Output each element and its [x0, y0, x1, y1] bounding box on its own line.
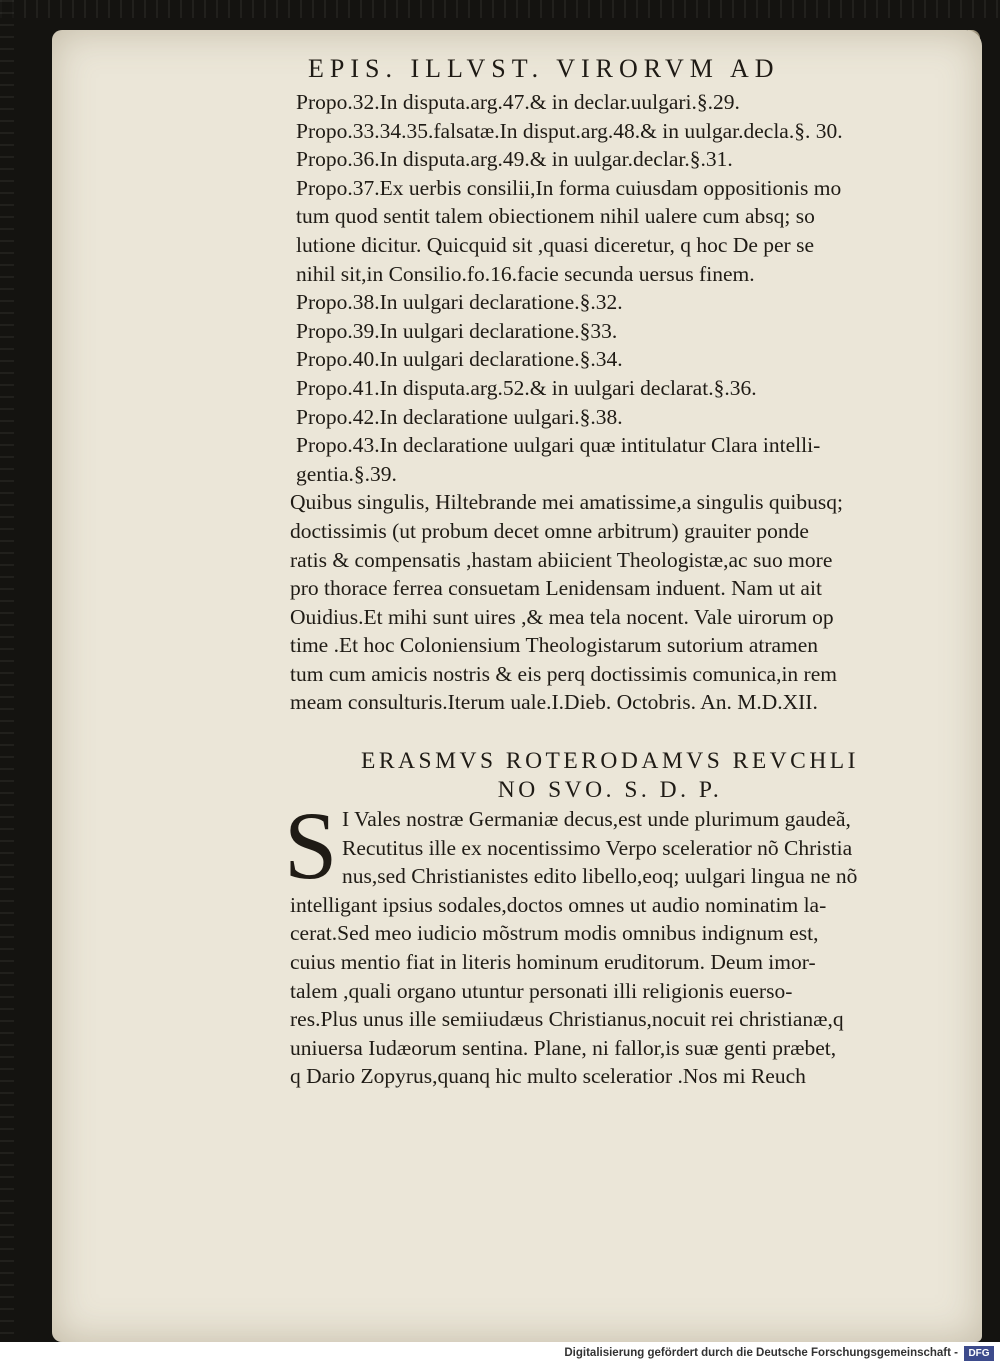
proposition-line: Propo.41.In disputa.arg.52.& in uulgari declarat.§.36. — [296, 375, 757, 400]
letter-line: nus,sed Christianistes edito libello,eoq; uulgari lingua ne nõ — [342, 864, 858, 889]
letter-line: res.Plus unus ille semiiudæus Christianus,nocuit rei christianæ,q — [290, 1007, 844, 1032]
proposition-43-continuation: gentia.§.39. — [296, 461, 397, 486]
proposition-line: Propo.42.In declaratione uulgari.§.38. — [296, 404, 623, 429]
closing-paragraph-line: Ouidius.Et mihi sunt uires ,& mea tela nocent. Vale uirorum op — [290, 604, 834, 629]
dfg-logo: DFG — [964, 1346, 994, 1361]
closing-paragraph-line: ratis & compensatis ,hastam abiicient Theologistæ,ac suo more — [290, 547, 833, 572]
page-text — [284, 52, 930, 1091]
proposition-37-continuation: nihil sit,in Consilio.fo.16.facie secunda uersus finem. — [296, 261, 755, 286]
proposition-line: Propo.38.In uulgari declaratione.§.32. — [296, 290, 623, 315]
letter-body — [284, 792, 930, 1091]
closing-paragraph-line: Quibus singulis, Hiltebrande mei amatissime,a singulis quibusq; — [290, 490, 843, 515]
proposition-line: Propo.36.In disputa.arg.49.& in uulgar.declar.§.31. — [296, 147, 733, 172]
closing-paragraph-line: meam consulturis.Iterum uale.I.Dieb. Octobris. An. M.D.XII. — [290, 690, 818, 715]
letter-heading: ERASMVS ROTERODAMVS REVCHLI — [361, 748, 859, 775]
closing-paragraph-line: pro thorace ferrea consuetam Lenidensam induent. Nam ut ait — [290, 576, 822, 601]
scan-ruler-top — [0, 0, 1000, 18]
letter-line: intelligant ipsius sodales,doctos omnes ut audio nominatim la- — [290, 892, 827, 917]
proposition-43-line: Propo.43.In declaratione uulgari quæ intitulatur Clara intelli- — [296, 433, 821, 458]
letter-line: talem ,quali organo utuntur personati illi religionis euerso- — [290, 978, 793, 1003]
scan-ruler-left — [0, 0, 14, 1340]
drop-capital: S — [284, 792, 338, 900]
letter-line: Recutitus ille ex nocentissimo Verpo sceleratior nõ Christia — [342, 835, 853, 860]
letter-line: uniuersa Iudæorum sentina. Plane, ni fallor,is suæ genti præbet, — [290, 1035, 837, 1060]
letter-heading: NO SVO. S. D. P. — [497, 777, 723, 804]
letter-line: cerat.Sed meo iudicio mõstrum modis omnibus indignum est, — [290, 921, 819, 946]
footer-bar — [0, 1342, 1000, 1365]
proposition-line: Propo.32.In disputa.arg.47.& in declar.uulgari.§.29. — [296, 90, 740, 114]
letter-line: I Vales nostræ Germaniæ decus,est unde plurimum gaudeã, — [342, 807, 851, 832]
proposition-line: Propo.33.34.35.falsatæ.In disput.arg.48.& in uulgar.decla.§. 30. — [296, 118, 843, 143]
section-gap — [290, 717, 930, 747]
closing-paragraph-line: tum cum amicis nostris & eis perq doctissimis comunica,in rem — [290, 661, 837, 686]
footer-credit: Digitalisierung gefördert durch die Deutsche Forschungsgemeinschaft - — [564, 1347, 958, 1359]
closing-paragraph-line: doctissimis (ut probum decet omne arbitrum) grauiter ponde — [290, 518, 809, 543]
proposition-37-continuation: lutione dicitur. Quicquid sit ,quasi diceretur, q hoc De per se — [296, 232, 814, 257]
proposition-line: Propo.39.In uulgari declaratione.§33. — [296, 318, 618, 343]
proposition-line: Propo.40.In uulgari declaratione.§.34. — [296, 347, 623, 372]
closing-paragraph-line: time .Et hoc Coloniensium Theologistarum sutorium atramen — [290, 633, 819, 658]
running-head: EPIS. ILLVST. VIRORVM AD — [308, 54, 780, 83]
letter-line: cuius mentio fiat in literis hominum eruditorum. Deum imor- — [290, 950, 816, 975]
proposition-37-continuation: tum quod sentit talem obiectionem nihil ualere cum absq; so — [296, 204, 815, 229]
proposition-37-line: Propo.37.Ex uerbis consilii,In forma cuiusdam oppositionis mo — [296, 175, 842, 200]
letter-line: q Dario Zopyrus,quanq hic multo sceleratior .Nos mi Reuch — [290, 1064, 806, 1089]
